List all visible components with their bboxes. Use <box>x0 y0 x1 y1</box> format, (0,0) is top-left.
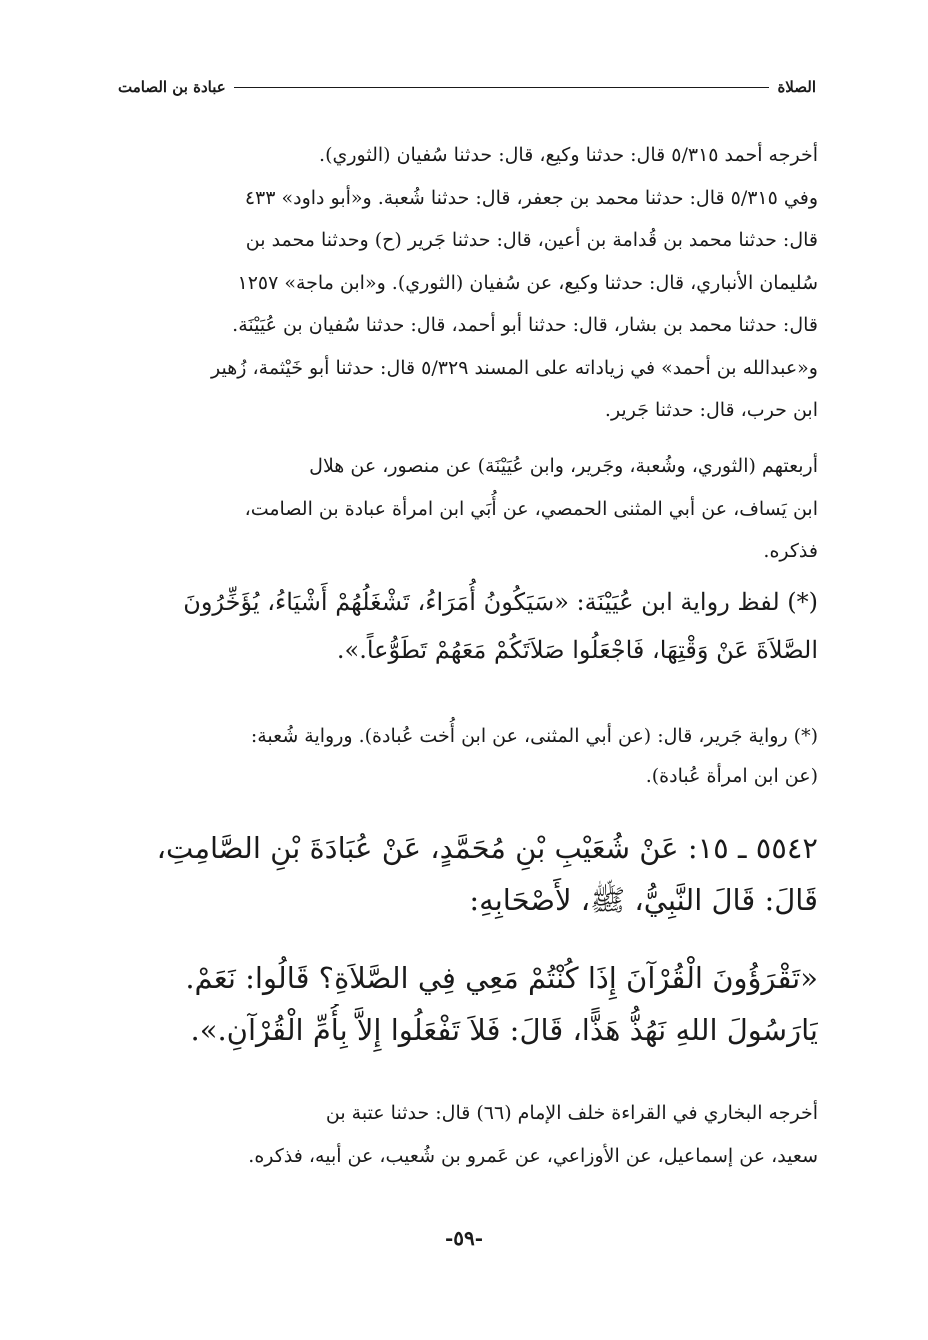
text-line: ابن يَساف، عن أبي المثنى الحمصي، عن أُبَي ابن امرأة عبادة بن الصامت، <box>244 497 818 520</box>
takhrij-paragraph-2 <box>112 1092 818 1177</box>
hadith-text <box>112 952 818 1056</box>
text-line: أخرجه البخاري في القراءة خلف الإمام (٦٦) قال: حدثنا عتبة بن <box>325 1102 818 1124</box>
chapter-title: الصلاة <box>777 78 816 96</box>
page-number: -٥٩- <box>444 1226 484 1250</box>
narration-variant-note <box>112 716 818 796</box>
text-line: قال: حدثنا محمد بن قُدامة بن أعين، قال: حدثنا جَرير (ح) وحدثنا محمد بن <box>245 229 818 251</box>
hadith-heading <box>112 822 818 926</box>
text-line: ابن حرب، قال: حدثنا جَرير. <box>604 399 818 421</box>
text-line: أربعتهم (الثوري، وشُعبة، وجَرير، وابن عُيَيْنَة) عن منصور، عن هلال <box>309 455 818 477</box>
isnad-chain-paragraph <box>112 445 818 573</box>
text-line: الصَّلاَةَ عَنْ وَقْتِهَا، فَاجْعَلُوا صَلاَتَكُمْ مَعَهُمْ تَطَوُّعاً.». <box>336 636 818 664</box>
text-line: (*) لفظ رواية ابن عُيَيْنَة: «سَيَكُونُ أُمَرَاءُ، تَشْغَلُهُمْ أَشْيَاءُ، يُؤَخِّرُونَ <box>183 588 818 616</box>
text-line: فذكره. <box>763 540 818 562</box>
running-header <box>118 72 816 102</box>
text-line: (عن ابن امرأة عُبادة). <box>645 765 818 787</box>
text-line: قَالَ: قَالَ النَّبِيُّ، ﷺ، لأَصْحَابِهِ: <box>469 883 818 917</box>
narration-wording-note <box>112 578 818 674</box>
takhrij-paragraph <box>112 134 818 432</box>
text-line: و«عبدالله بن أحمد» في زياداته على المسند ٥/٣٢٩ قال: حدثنا أبو خَيْثمة، زُهير <box>211 356 818 379</box>
text-line: «تَقْرَؤُونَ الْقُرْآنَ إِذَا كُنْتُمْ مَعِي فِي الصَّلاَةِ؟ قَالُوا: نَعَمْ. <box>185 961 818 995</box>
text-line: وفي ٥/٣١٥ قال: حدثنا محمد بن جعفر، قال: حدثنا شُعبة. و«أبو داود» ٤٣٣ <box>244 186 818 209</box>
text-line: يَارَسُولَ اللهِ نَهُذُّ هَذًّا، قَالَ: فَلاَ تَفْعَلُوا إِلاَّ بِأُمِّ الْقُرْآنِ.». <box>190 1013 818 1047</box>
book-title: عبادة بن الصامت <box>118 78 226 96</box>
text-line: سعيد، عن إسماعيل، عن الأوزاعي، عن عَمرو بن شُعيب، عن أبيه، فذكره. <box>248 1144 818 1167</box>
text-line: أخرجه أحمد ٥/٣١٥ قال: حدثنا وكيع، قال: حدثنا سُفيان (الثوري). <box>319 144 818 166</box>
text-line: (*) رواية جَرير، قال: (عن أبي المثنى، عن ابن أُخت عُبادة). ورواية شُعبة: <box>250 725 818 747</box>
text-line: سُليمان الأنباري، قال: حدثنا وكيع، عن سُفيان (الثوري). و«ابن ماجة» ١٢٥٧ <box>237 271 818 294</box>
header-rule <box>234 87 770 88</box>
text-line: ٥٥٤٢ ـ ١٥: عَنْ شُعَيْبِ بْنِ مُحَمَّدٍ، عَنْ عُبَادَةَ بْنِ الصَّامِتِ، <box>156 831 818 865</box>
text-line: قال: حدثنا محمد بن بشار، قال: حدثنا أبو أحمد، قال: حدثنا سُفيان بن عُيَيْنَة. <box>232 314 818 336</box>
